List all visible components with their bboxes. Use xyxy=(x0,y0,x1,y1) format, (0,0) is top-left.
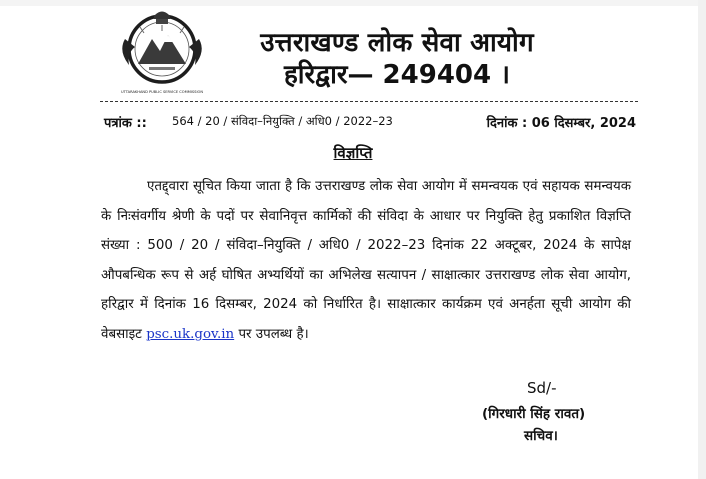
header-divider xyxy=(100,101,638,102)
reference-label: पत्रांक :: xyxy=(104,116,147,131)
logo-caption: UTTARAKHAND PUBLIC SERVICE COMMISSION xyxy=(120,90,204,94)
notice-body-text: एतद्द्वारा सूचित किया जाता है कि उत्तराखण्ड लोक सेवा आयोग में समन्वयक एवं सहायक समन्वयक के निःसंवर्गीय श्रेणी के पदों पर सेवानिवृत्त कार्मिकों की संविदा के आधार पर नियुक्ति हेतु प्रकाशित विज्ञप्ति संख्या : 500 / 20 / संविदा–नियुक्ति / अधि0 / 2022–23 दिनांक 22 अक्टूबर, 2024 के सापेक्ष औपबन्धिक रूप से अर्ह घोषित अभ्यर्थियों का अभिलेख सत्यापन / साक्षात्कार उत्तराखण्ड लोक सेवा आयोग, हरिद्वार में दिनांक 16 दिसम्बर, 2024 को निर्धारित है। साक्षात्कार कार्यक्रम एवं अनर्हता सूची आयोग की वेबसाइट xyxy=(101,179,631,342)
commission-address: हरिद्वार— 249404 । xyxy=(284,60,510,90)
signatory-designation: सचिव। xyxy=(524,428,558,444)
page-top-border xyxy=(0,0,706,6)
reference-number: 564 / 20 / संविदा–नियुक्ति / अधि0 / 2022–23 xyxy=(172,114,393,128)
signatory-name: (गिरधारी सिंह रावत) xyxy=(482,406,586,422)
notice-date: दिनांक : 06 दिसम्बर, 2024 xyxy=(486,116,636,131)
notice-body-end: पर उपलब्ध है। xyxy=(238,326,309,342)
commission-emblem-logo xyxy=(116,9,208,97)
signature-mark: Sd/- xyxy=(527,379,557,397)
page-right-border xyxy=(698,0,706,479)
commission-name: उत्तराखण्ड लोक सेवा आयोग xyxy=(260,28,534,58)
notice-title-wrap xyxy=(0,143,706,163)
notice-title: विज्ञप्ति xyxy=(333,144,373,162)
website-link[interactable]: psc.uk.gov.in xyxy=(146,326,235,342)
notice-body xyxy=(101,172,631,350)
reference-line xyxy=(104,113,636,133)
